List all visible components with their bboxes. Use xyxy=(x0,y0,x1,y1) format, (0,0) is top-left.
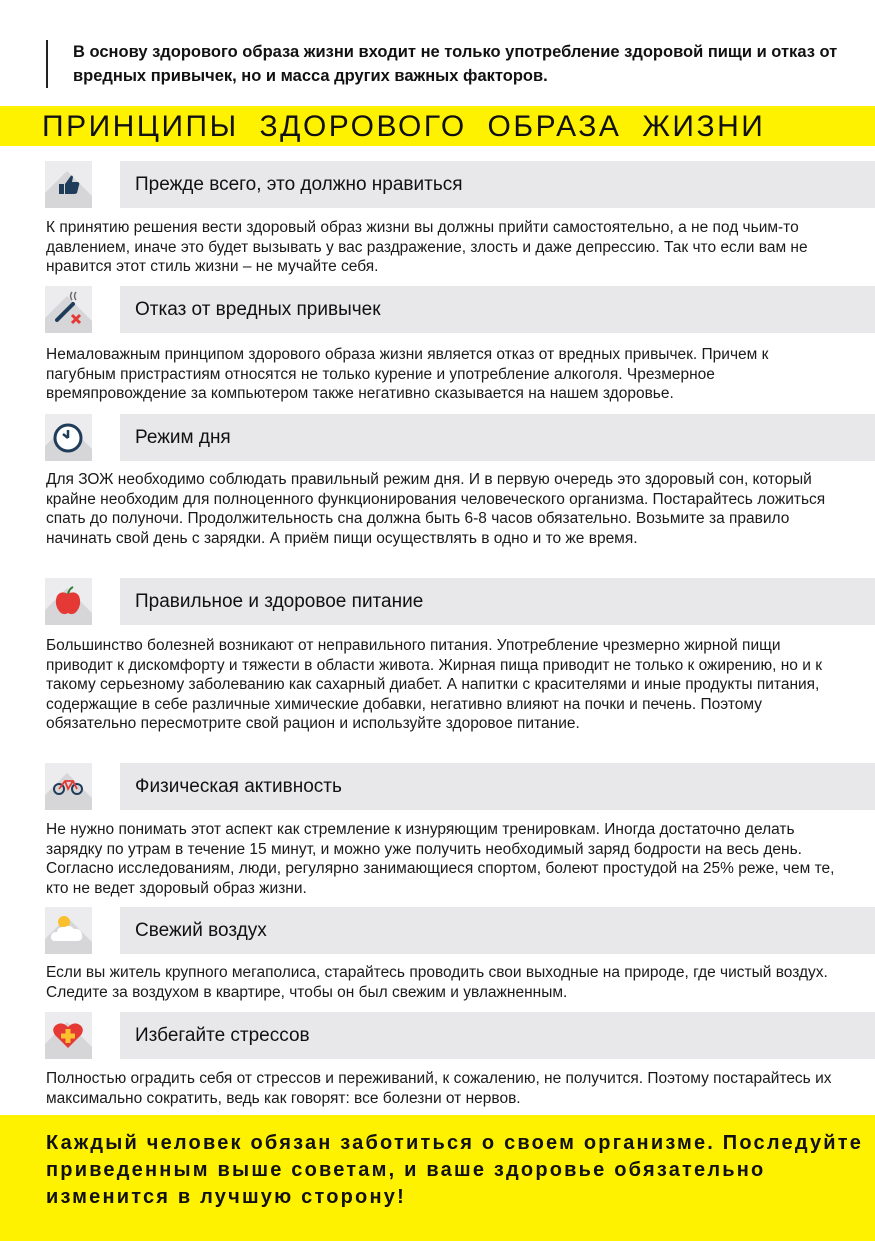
section-text: Не нужно понимать этот аспект как стремление к изнуряющим тренировкам. Иногда достаточно делать зарядку по утрам в течение 15 минут, и можно уже получить необходимый заряд бодрости на весь день. Согласно исследованиям, люди, регулярно занимающиеся спортом, болеют простудой на 25% реже, чем те, кто не ведет здоровый образ жизни. xyxy=(46,821,835,897)
section-heading-bar xyxy=(120,414,875,461)
section-heading: Избегайте стрессов xyxy=(135,1025,310,1046)
thumbs-up-icon xyxy=(45,161,92,208)
section-heading: Правильное и здоровое питание xyxy=(135,591,424,612)
section-heading-bar xyxy=(120,286,875,333)
section-text: Если вы житель крупного мегаполиса, старайтесь проводить свои выходные на природе, где чистый воздух. Следите за воздухом в квартире, чтобы он был свежим и увлажненным. xyxy=(46,964,828,1001)
apple-icon xyxy=(45,578,92,625)
no-smoking-icon xyxy=(45,286,92,333)
icon-box xyxy=(45,1012,92,1059)
section-heading: Свежий воздух xyxy=(135,920,267,941)
footer-band xyxy=(0,1115,875,1241)
icon-box xyxy=(45,286,92,333)
footer-message: Каждый человек обязан заботиться о своем организме. Последуйте приведенным выше советам, и ваше здоровье обязательно изменится в лучшую сторону! xyxy=(46,1132,864,1208)
section-heading-bar xyxy=(120,1012,875,1059)
title-band xyxy=(0,106,875,146)
section-text: Большинство болезней возникают от неправильного питания. Употребление чрезмерно жирной пищи приводит к дискомфорту и тяжести в области живота. Жирная пища приводит не только к ожирению, но и к такому серьезному заболеванию как сахарный диабет. А напитки с красителями и иные продукты питания, содержащие в себе различные химические добавки, негативно влияют на почки и печень. Поэтому обязательно пересмотрите свой рацион и используйте здоровое питание. xyxy=(46,637,822,732)
icon-box xyxy=(45,907,92,954)
section-text: Полностью оградить себя от стрессов и переживаний, к сожалению, не получится. Поэтому постарайтесь их максимально сократить, ведь как говорят: все болезни от нервов. xyxy=(46,1070,832,1107)
intro-text: В основу здорового образа жизни входит не только употребление здоровой пищи и отказ от вредных привычек, но и масса других важных факторов. xyxy=(46,40,873,88)
section-heading: Физическая активность xyxy=(135,776,342,797)
icon-box xyxy=(45,578,92,625)
icon-box xyxy=(45,414,92,461)
icon-box xyxy=(45,763,92,810)
section-heading-bar xyxy=(120,161,875,208)
section-heading: Режим дня xyxy=(135,427,231,448)
section-heading-bar xyxy=(120,578,875,625)
section-heading: Отказ от вредных привычек xyxy=(135,299,381,320)
section-text: Немаловажным принципом здорового образа жизни является отказ от вредных привычек. Причем к пагубным пристрастиям относятся не только курение и употребление алкоголя. Чрезмерное времяпровождение за компьютером также негативно сказывается на нашем здоровье. xyxy=(46,346,769,402)
icon-box xyxy=(45,161,92,208)
bicycle-icon xyxy=(45,763,92,810)
section-text: Для ЗОЖ необходимо соблюдать правильный режим дня. И в первую очередь это здоровый сон, который крайне необходим для полноценного функционирования человеческого организма. Постарайтесь ложиться спать до полуночи. Продолжительность сна должна быть 6-8 часов обязательно. Возьмите за правило начинать свой день с зарядки. А приём пищи осуществлять в одно и то же время. xyxy=(46,471,826,547)
heart-plus-icon xyxy=(45,1012,92,1059)
sun-cloud-icon xyxy=(45,907,92,954)
section-heading-bar xyxy=(120,763,875,810)
section-heading: Прежде всего, это должно нравиться xyxy=(135,174,463,195)
section-heading-bar xyxy=(120,907,875,954)
page-title: ПРИНЦИПЫ ЗДОРОВОГО ОБРАЗА ЖИЗНИ xyxy=(42,110,766,143)
section-text: К принятию решения вести здоровый образ жизни вы должны прийти самостоятельно, а не под чьим-то давлением, иначе это будет вызывать у вас раздражение, злость и даже депрессию. Так что если вам не нравится этот стиль жизни – не мучайте себя. xyxy=(46,219,808,275)
clock-icon xyxy=(45,414,92,461)
